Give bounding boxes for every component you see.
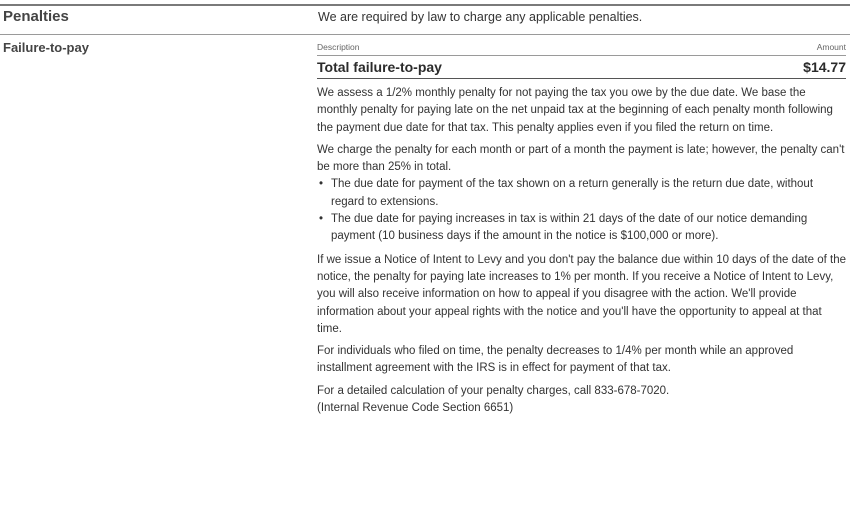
total-amount: $14.77 xyxy=(803,59,846,75)
penalty-explanation xyxy=(317,85,846,417)
paragraph-installment: For individuals who filed on time, the penalty decreases to 1/4% per month while an approved installment agreement with the IRS is in effect for payment of that tax. xyxy=(317,345,794,375)
paragraph-limit: We charge the penalty for each month or part of a month the payment is late; however, the penalty can't be more than 25% in total. xyxy=(317,143,845,174)
total-label: Total failure-to-pay xyxy=(317,59,442,75)
amount-column-label: Amount xyxy=(816,42,846,52)
paragraph-contact: For a detailed calculation of your penalty charges, call 833-678-7020. xyxy=(317,384,670,397)
penalty-details xyxy=(317,42,846,422)
section-divider xyxy=(0,34,850,35)
list-item: • The due date for paying increases in tax is within 21 days of the date of our notice demanding payment (10 business days if the amount in the notice is $100,000 or more). xyxy=(317,211,846,246)
total-row xyxy=(317,56,846,78)
penalty-title: Failure-to-pay xyxy=(3,40,89,55)
column-header xyxy=(317,42,846,54)
section-title: Penalties xyxy=(3,8,69,25)
paragraph-levy: If we issue a Notice of Intent to Levy and you don't pay the balance due within 10 days of the date of the notice, the penalty for paying late increases to 1% per month. If you receive a Notice of Intent to Levy, you will also receive information on how to appeal if you disagree with the action. We'll provide information about your appeal rights with the notice and you'll have the opportunity to appeal at that time. xyxy=(317,253,846,335)
code-citation: (Internal Revenue Code Section 6651) xyxy=(317,402,514,415)
due-date-list xyxy=(317,176,846,245)
top-rule xyxy=(0,4,850,6)
paragraph-assessment: We assess a 1/2% monthly penalty for not paying the tax you owe by the due date. We base the monthly penalty for paying late on the net unpaid tax at the beginning of each penalty month following the payment due date for that tax. This penalty applies even if you filed the return on time. xyxy=(317,87,833,134)
description-column-label: Description xyxy=(317,42,360,52)
total-rule xyxy=(317,78,846,79)
list-item: • The due date for payment of the tax shown on a return generally is the return due date, without regard to extensions. xyxy=(317,176,846,211)
section-intro: We are required by law to charge any applicable penalties. xyxy=(318,10,643,24)
